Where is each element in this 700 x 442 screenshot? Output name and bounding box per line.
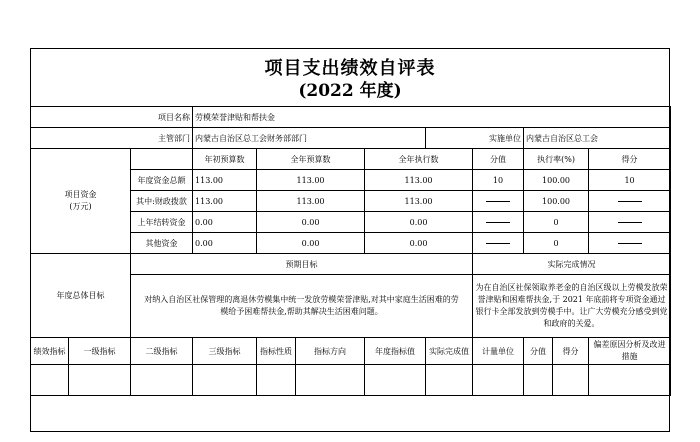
funds-row-label: 其他资金 [131,233,193,254]
funds-score-value: 10 [589,170,671,191]
department-label: 主管部门 [31,128,193,149]
indicator-header-level3: 三级指标 [193,338,257,365]
funds-executed-value: 0.00 [365,233,473,254]
funds-header-annual: 全年预算数 [257,149,365,170]
empty-cell [589,365,671,396]
empty-cell [426,365,473,396]
indicator-header-target: 年度指标值 [365,338,426,365]
actual-result-text: 为在自治区社保领取养老金的自治区级以上劳模发放荣誉津贴和困难帮扶金,于 2021 年底前将专项资金通过银行卡全部发放到劳模手中。让广大劳模充分感受到党和政府的关爱。 [473,275,671,338]
funds-header-weight: 分值 [473,149,524,170]
funds-rate-value: 100.00 [524,170,589,191]
page-subtitle: (2022 年度) [298,81,402,101]
evaluation-table [30,106,671,396]
funds-weight-dash [473,191,524,212]
funds-header-initial: 年初预算数 [193,149,257,170]
funds-score-dash [589,233,671,254]
annual-goal-label: 年度总体目标 [31,254,131,338]
indicator-header-row [31,338,671,365]
actual-result-header: 实际完成情况 [473,254,671,275]
funds-row-label: 其中:财政拨款 [131,191,193,212]
project-name-value: 劳模荣誉津贴和帮扶金 [193,107,671,128]
funds-weight-dash [473,212,524,233]
funds-executed-value: 113.00 [365,170,473,191]
dash-mark [618,243,642,244]
empty-cell [553,365,589,396]
funds-section-label [31,149,131,254]
dash-mark [486,222,510,223]
empty-cell [31,365,69,396]
funds-header-row [31,149,671,170]
funds-rate-value: 0 [524,233,589,254]
funds-header-score: 得分 [589,149,671,170]
funds-initial-value: 113.00 [193,191,257,212]
funds-annual-value: 0.00 [257,233,365,254]
dash-mark [618,222,642,223]
funds-score-dash [589,212,671,233]
indicator-header-deviation: 偏差原因分析及改进措施 [589,338,671,365]
indicator-body-row [31,365,671,396]
funds-row-label: 年度资金总额 [131,170,193,191]
funds-label-line1: 项目资金 [64,190,97,199]
funds-empty-header [131,149,193,170]
indicator-header-unit: 计量单位 [473,338,524,365]
empty-cell [365,365,426,396]
funds-annual-value: 113.00 [257,191,365,212]
empty-cell [131,365,193,396]
funds-label-line2: (万元) [69,202,92,211]
indicator-header-level2: 二级指标 [131,338,193,365]
department-value: 内蒙古自治区总工会财务部部门 [193,128,426,149]
funds-executed-value: 0.00 [365,212,473,233]
funds-row-label: 上年结转资金 [131,212,193,233]
funds-initial-value: 0.00 [193,212,257,233]
page-title: 项目支出绩效自评表 [264,58,436,79]
goals-header-row [31,254,671,275]
funds-annual-value: 0.00 [257,212,365,233]
funds-score-dash [589,191,671,212]
indicator-header-actual: 实际完成值 [426,338,473,365]
indicator-header-weight: 分值 [524,338,553,365]
indicator-header-nature: 指标性质 [257,338,296,365]
funds-weight-value: 10 [473,170,524,191]
funds-annual-value: 113.00 [257,170,365,191]
dash-mark [618,201,642,202]
funds-weight-dash [473,233,524,254]
project-name-row [31,107,671,128]
empty-cell [473,365,524,396]
funds-rate-value: 0 [524,212,589,233]
empty-cell [257,365,296,396]
indicator-header-direction: 指标方向 [296,338,365,365]
implementer-value: 内蒙古自治区总工会 [524,128,671,149]
empty-cell [193,365,257,396]
empty-cell [524,365,553,396]
dash-mark [486,201,510,202]
empty-cell [296,365,365,396]
funds-initial-value: 0.00 [193,233,257,254]
funds-header-rate: 执行率(%) [524,149,589,170]
indicator-header-performance: 绩效指标 [31,338,69,365]
funds-initial-value: 113.00 [193,170,257,191]
indicator-header-score: 得分 [553,338,589,365]
expected-goal-header: 预期目标 [131,254,473,275]
funds-rate-value: 100.00 [524,191,589,212]
implementer-label: 实施单位 [426,128,524,149]
expected-goal-text: 对纳入自治区社保管理的离退休劳模集中统一发放劳模荣誉津贴,对其中家庭生活困难的劳模给予困难帮扶金,帮助其解决生活困难问题。 [131,275,473,338]
department-row [31,128,671,149]
indicator-header-level1: 一级指标 [69,338,131,365]
funds-executed-value: 113.00 [365,191,473,212]
project-name-label: 项目名称 [31,107,193,128]
funds-header-executed: 全年执行数 [365,149,473,170]
empty-cell [69,365,131,396]
dash-mark [486,243,510,244]
